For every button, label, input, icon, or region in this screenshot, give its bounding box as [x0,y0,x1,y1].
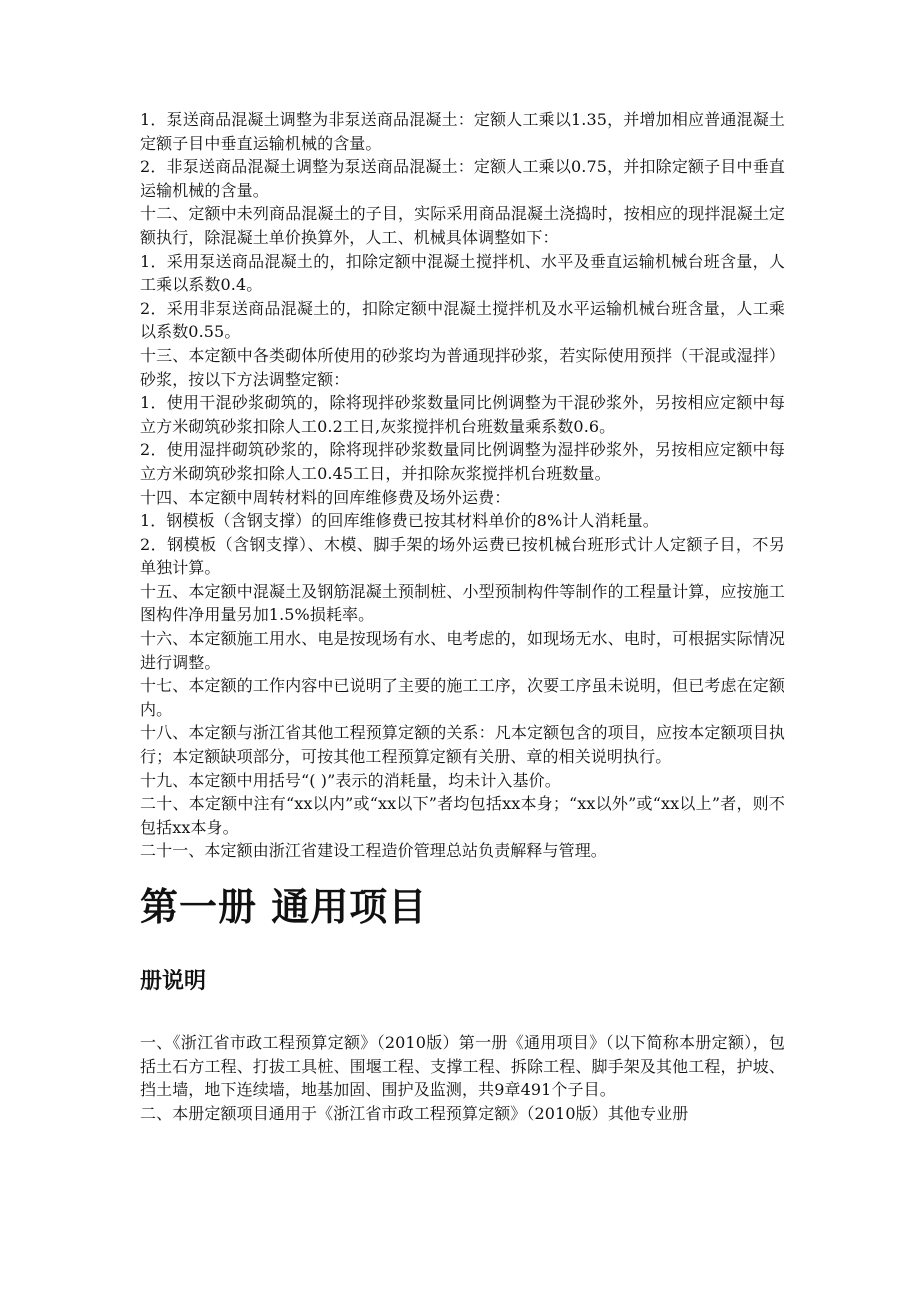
paragraph: 2．非泵送商品混凝土调整为泵送商品混凝土：定额人工乘以0.75，并扣除定额子目中垂直运输机械的含量。 [140,157,785,200]
paragraph: 十九、本定额中用括号“( )”表示的消耗量，均未计入基价。 [140,770,561,790]
paragraph: 十七、本定额的工作内容中已说明了主要的施工工序，次要工序虽未说明，但已考虑在定额内。 [140,676,785,719]
paragraph: 1．钢模板（含钢支撑）的回库维修费已按其材料单价的8%计人消耗量。 [140,511,659,531]
paragraph: 二十一、本定额由浙江省建设工程造价管理总站负责解释与管理。 [140,841,607,861]
paragraph: 十二、定额中未列商品混凝土的子目，实际采用商品混凝土浇捣时，按相应的现拌混凝土定额执行，除混凝土单价换算外，人工、机械具体调整如下： [140,204,785,247]
chapter-title: 第一册 通用项目 [140,885,428,929]
document-page [140,108,785,1125]
spacer [140,997,785,1031]
paragraph: 十八、本定额与浙江省其他工程预算定额的关系：凡本定额包含的项目，应按本定额项目执行；本定额缺项部分，可按其他工程预算定额有关册、章的相关说明执行。 [140,723,785,767]
paragraph: 十四、本定额中周转材料的回库维修费及场外运费： [140,487,511,507]
paragraph: 二、本册定额项目通用于《浙江省市政工程预算定额》（2010版）其他专业册 [140,1103,689,1123]
paragraph: 十五、本定额中混凝土及钢筋混凝土预制桩、小型预制构件等制作的工程量计算，应按施工图构件净用量另加1.5%损耗率。 [140,581,785,625]
section-title: 册说明 [140,969,207,994]
paragraph: 二十、本定额中注有“xx以内”或“xx以下”者均包括xx本身；“xx以外”或“xx以上”者，则不包括xx本身。 [140,794,785,837]
paragraph: 2．使用湿拌砌筑砂浆的，除将现拌砂浆数量同比例调整为湿拌砂浆外，另按相应定额中每立方米砌筑砂浆扣除人工0.45工日，并扣除灰浆搅拌机台班数量。 [140,440,785,483]
paragraph: 1．泵送商品混凝土调整为非泵送商品混凝土：定额人工乘以1.35，并增加相应普通混凝土定额子目中垂直运输机械的含量。 [140,110,785,153]
paragraph: 一、《浙江省市政工程预算定额》（2010版）第一册《通用项目》（以下简称本册定额），包括土石方工程、打拔工具桩、围堰工程、支撑工程、拆除工程、脚手架及其他工程，护坡、挡土墙，地下连续墙，地基加固、围护及监测，共9章491个子目。 [140,1033,785,1100]
paragraph: 1．使用干混砂浆砌筑的，除将现拌砂浆数量同比例调整为干混砂浆外，另按相应定额中每立方米砌筑砂浆扣除人工0.2工日,灰浆搅拌机台班数量乘系数0.6。 [140,393,785,436]
paragraph: 1．采用泵送商品混凝土的，扣除定额中混凝土搅拌机、水平及垂直运输机械台班含量，人工乘以系数0.4。 [140,251,785,295]
paragraph: 2．采用非泵送商品混凝土的，扣除定额中混凝土搅拌机及水平运输机械台班含量，人工乘以系数0.55。 [140,298,785,342]
paragraph: 十六、本定额施工用水、电是按现场有水、电考虑的，如现场无水、电时，可根据实际情况进行调整。 [140,629,785,672]
bottom-text-block [140,1031,785,1125]
top-text-block [140,108,785,863]
paragraph: 十三、本定额中各类砌体所使用的砂浆均为普通现拌砂浆，若实际使用预拌（干混或湿拌）砂浆，按以下方法调整定额： [140,345,785,389]
paragraph: 2．钢模板（含钢支撑）、木模、脚手架的场外运费已按机械台班形式计人定额子目，不另单独计算。 [140,534,785,578]
